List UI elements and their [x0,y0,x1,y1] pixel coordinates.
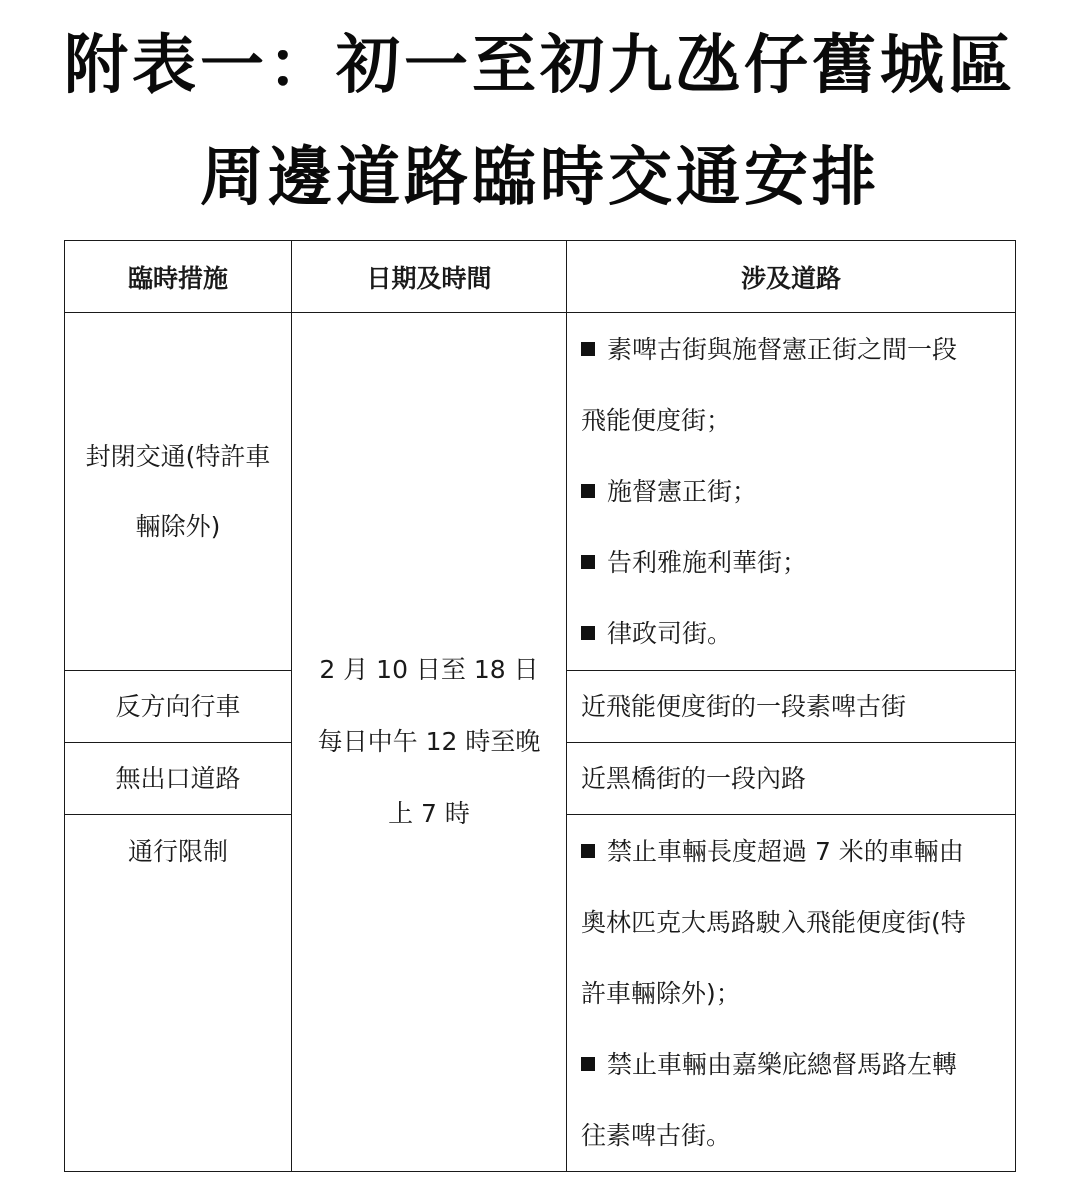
date-time-line-2: 每日中午 12 時至晚 [317,727,541,756]
roads-cell-closure [567,313,1016,671]
date-time-line-3: 上 7 時 [388,799,470,828]
date-time-cell [292,313,567,1172]
column-header-measure: 臨時措施 [65,241,292,313]
measure-cell-closure [65,313,292,671]
roads-cell-reverse: 近飛能便度街的一段素啤古街 [567,671,1016,743]
table-header-row [65,241,1016,313]
list-item: 禁止車輛由嘉樂庇總督馬路左轉 [581,1029,1005,1100]
measure-cell-restriction [65,815,292,1172]
page-title-line-2: 周邊道路臨時交通安排 [200,141,880,215]
roads-cell-restriction [567,815,1016,1172]
list-item-continuation: 飛能便度街； [581,406,732,435]
measure-cell-reverse: 反方向行車 [65,671,292,743]
date-time-line-1: 2 月 10 日至 18 日 [319,655,539,684]
measure-closure-line-1: 封閉交通(特許車 [85,441,271,471]
list-item: 告利雅施利華街； [581,527,1005,598]
page-title-line-1: 附表一：初一至初九氹仔舊城區 [64,29,1016,103]
list-item-continuation: 往素啤古街。 [581,1120,732,1150]
measure-restriction-label: 通行限制 [127,837,228,866]
square-bullet-icon [581,555,595,569]
column-header-date-time: 日期及時間 [292,241,567,313]
list-item: 素啤古街與施督憲正街之間一段 [581,314,1005,385]
square-bullet-icon [581,844,595,858]
list-item: 律政司街。 [581,598,1005,669]
column-header-roads: 涉及道路 [567,241,1016,313]
roads-cell-no-exit: 近黑橋街的一段內路 [567,743,1016,815]
list-item-continuation: 許車輛除外)； [581,978,741,1008]
square-bullet-icon [581,342,595,356]
square-bullet-icon [581,484,595,498]
list-item: 施督憲正街； [581,456,1005,527]
measure-cell-no-exit: 無出口道路 [65,743,292,815]
measure-closure-line-2: 輛除外) [135,511,221,541]
square-bullet-icon [581,626,595,640]
traffic-arrangement-table [64,240,1016,1172]
square-bullet-icon [581,1057,595,1071]
table-row [65,313,1016,671]
list-item-continuation: 奧林匹克大馬路駛入飛能便度街(特 [581,907,966,937]
list-item: 禁止車輛長度超過 7 米的車輛由 [581,816,1005,887]
